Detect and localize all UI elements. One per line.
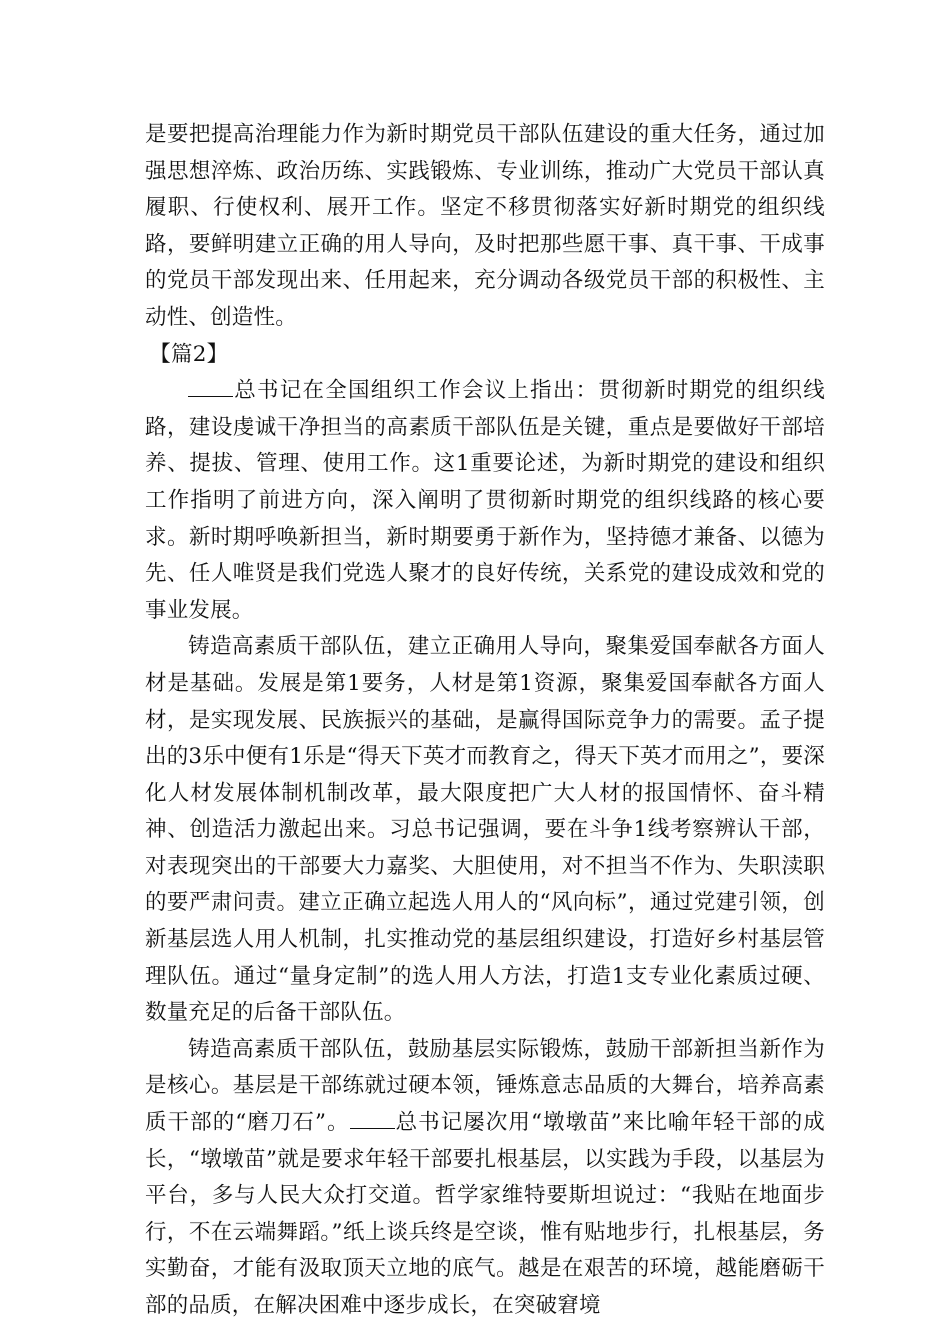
paragraph-1-text: 总书记在全国组织工作会议上指出：贯彻新时期党的组织线路，建设虔诚干净担当的高素质干部队伍是关键，重点是要做好干部培养、提拔、管理、使用工作。这1重要论述，为新时期党的建设和组织工作指明了前进方向，深入阐明了贯彻新时期党的组织线路的核心要求。新时期呼唤新担当，新时期要勇于新作为，坚持德才兼备、以德为先、任人唯贤是我们党选人聚才的良好传统，关系党的建设成效和党的事业发展。	[145, 378, 825, 623]
paragraph-continued	[145, 117, 825, 337]
blank-underline	[350, 1108, 395, 1129]
blank-underline	[188, 376, 233, 397]
section-heading	[145, 337, 825, 374]
section-heading-text: 【篇2】	[149, 341, 229, 367]
paragraph-2	[145, 629, 825, 1032]
paragraph-3-text-end: 总书记屡次用“墩墩苗”来比喻年轻干部的成长，“墩墩苗”就是要求年轻干部要扎根基层，以实践为手段，以基层为平台，多与人民大众打交道。哲学家维特要斯坦说过：“我贴在地面步行，不在云端舞蹈。”纸上谈兵终是空谈，惟有贴地步行，扎根基层，务实勤奋，才能有汲取顶天立地的底气。越是在艰苦的环境，越能磨砺干部的品质，在解决困难中逐步成长，在突破窘境	[145, 1110, 825, 1318]
paragraph-2-text: 铸造高素质干部队伍，建立正确用人导向，聚集爱国奉献各方面人材是基础。发展是第1要务，人材是第1资源，聚集爱国奉献各方面人材，是实现发展、民族振兴的基础，是赢得国际竞争力的需要。孟子提出的3乐中便有1乐是“得天下英才而教育之，得天下英才而用之”，要深化人材发展体制机制改革，最大限度把广大人材的报国情怀、奋斗精神、创造活力激起出来。习总书记强调，要在斗争1线考察辨认干部，对表现突出的干部要大力嘉奖、大胆使用，对不担当不作为、失职渎职的要严肃问责。建立正确立起选人用人的“风向标”，通过党建引领，创新基层选人用人机制，扎实推动党的基层组织建设，打造好乡村基层管理队伍。通过“量身定制”的选人用人方法，打造1支专业化素质过硬、数量充足的后备干部队伍。	[145, 634, 825, 1026]
paragraph-continued-text: 是要把提高治理能力作为新时期党员干部队伍建设的重大任务，通过加强思想淬炼、政治历练、实践锻炼、专业训练，推动广大党员干部认真履职、行使权利、展开工作。坚定不移贯彻落实好新时期党的组织线路，要鲜明建立正确的用人导向，及时把那些愿干事、真干事、干成事的党员干部发现出来、任用起来，充分调动各级党员干部的积极性、主动性、创造性。	[145, 122, 825, 330]
document-body	[145, 117, 825, 1325]
paragraph-1	[145, 373, 825, 629]
paragraph-3-text-start: 铸造高素质干部队伍，鼓励基层实际锻炼，鼓励干部新担当新作为是核心。基层是干部练就过硬本领，锤炼意志品质的大舞台，培养高素质干部的“磨刀石”。	[145, 1036, 825, 1136]
paragraph-3	[145, 1032, 825, 1325]
